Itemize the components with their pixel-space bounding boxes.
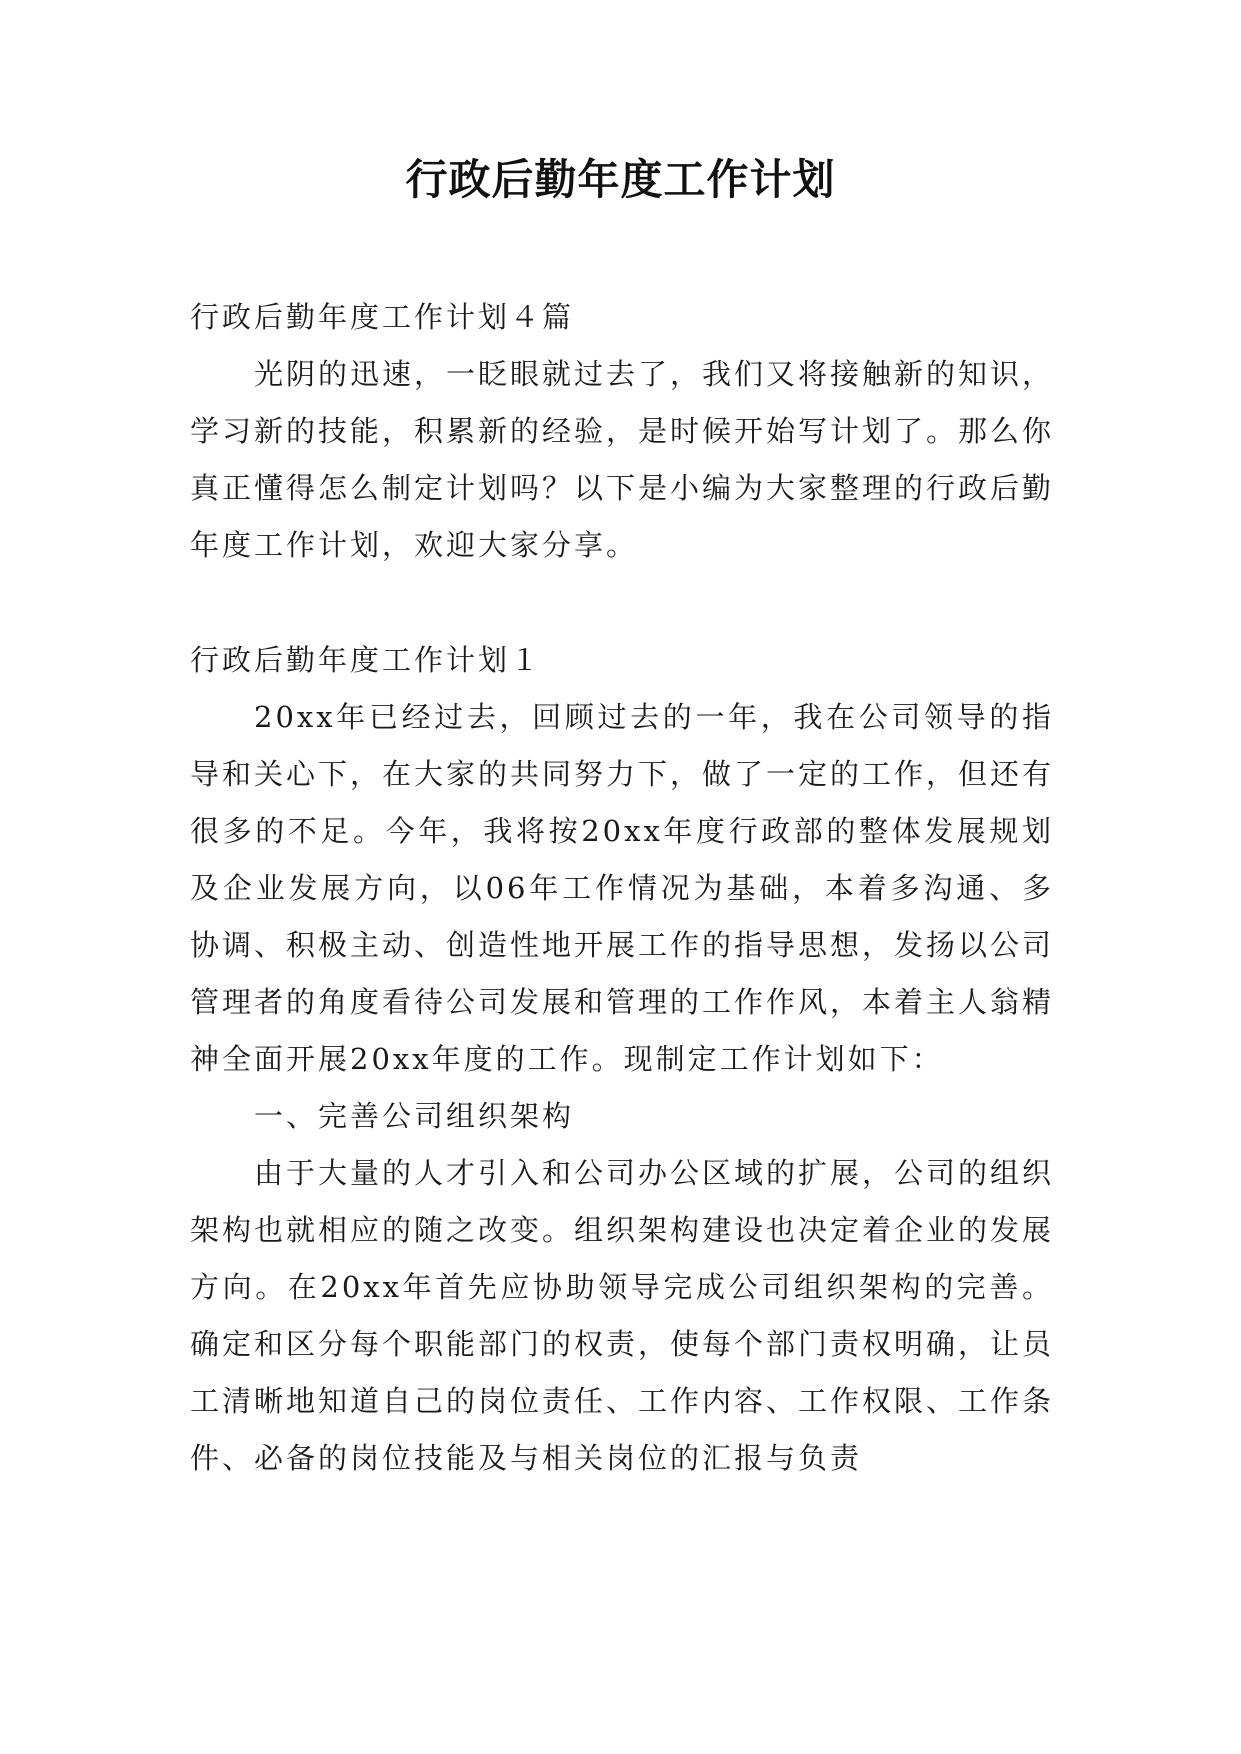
section-heading: 行政后勤年度工作计划１ [190, 643, 543, 677]
point-paragraph: 由于大量的人才引入和公司办公区域的扩展，公司的组织架构也就相应的随之改变。组织架构建设也决定着企业的发展方向。在20xx年首先应协助领导完成公司组织架构的完善。确定和区分每个职能部门的权责，使每个部门责权明确，让员工清晰地知道自己的岗位责任、工作内容、工作权限、工作条件、必备的岗位技能及与相关岗位的汇报与负责 [190, 1156, 1055, 1475]
section-paragraph: 20xx年已经过去，回顾过去的一年，我在公司领导的指导和关心下，在大家的共同努力下，做了一定的工作，但还有很多的不足。今年，我将按20xx年度行政部的整体发展规划及企业发展方向，以06年工作情况为基础，本着多沟通、多协调、积极主动、创造性地开展工作的指导思想，发扬以公司管理者的角度看待公司发展和管理的工作作风，本着主人翁精神全面开展20xx年度的工作。现制定工作计划如下： [190, 700, 1055, 1076]
intro-paragraph: 光阴的迅速，一眨眼就过去了，我们又将接触新的知识，学习新的技能，积累新的经验，是时候开始写计划了。那么你真正懂得怎么制定计划吗？以下是小编为大家整理的行政后勤年度工作计划，欢迎大家分享。 [190, 357, 1055, 562]
document-body [190, 289, 1054, 1487]
document-subtitle: 行政后勤年度工作计划４篇 [190, 300, 575, 334]
document-title: 行政后勤年度工作计划 [405, 155, 836, 204]
point-heading: 一、完善公司组织架构 [254, 1099, 575, 1133]
